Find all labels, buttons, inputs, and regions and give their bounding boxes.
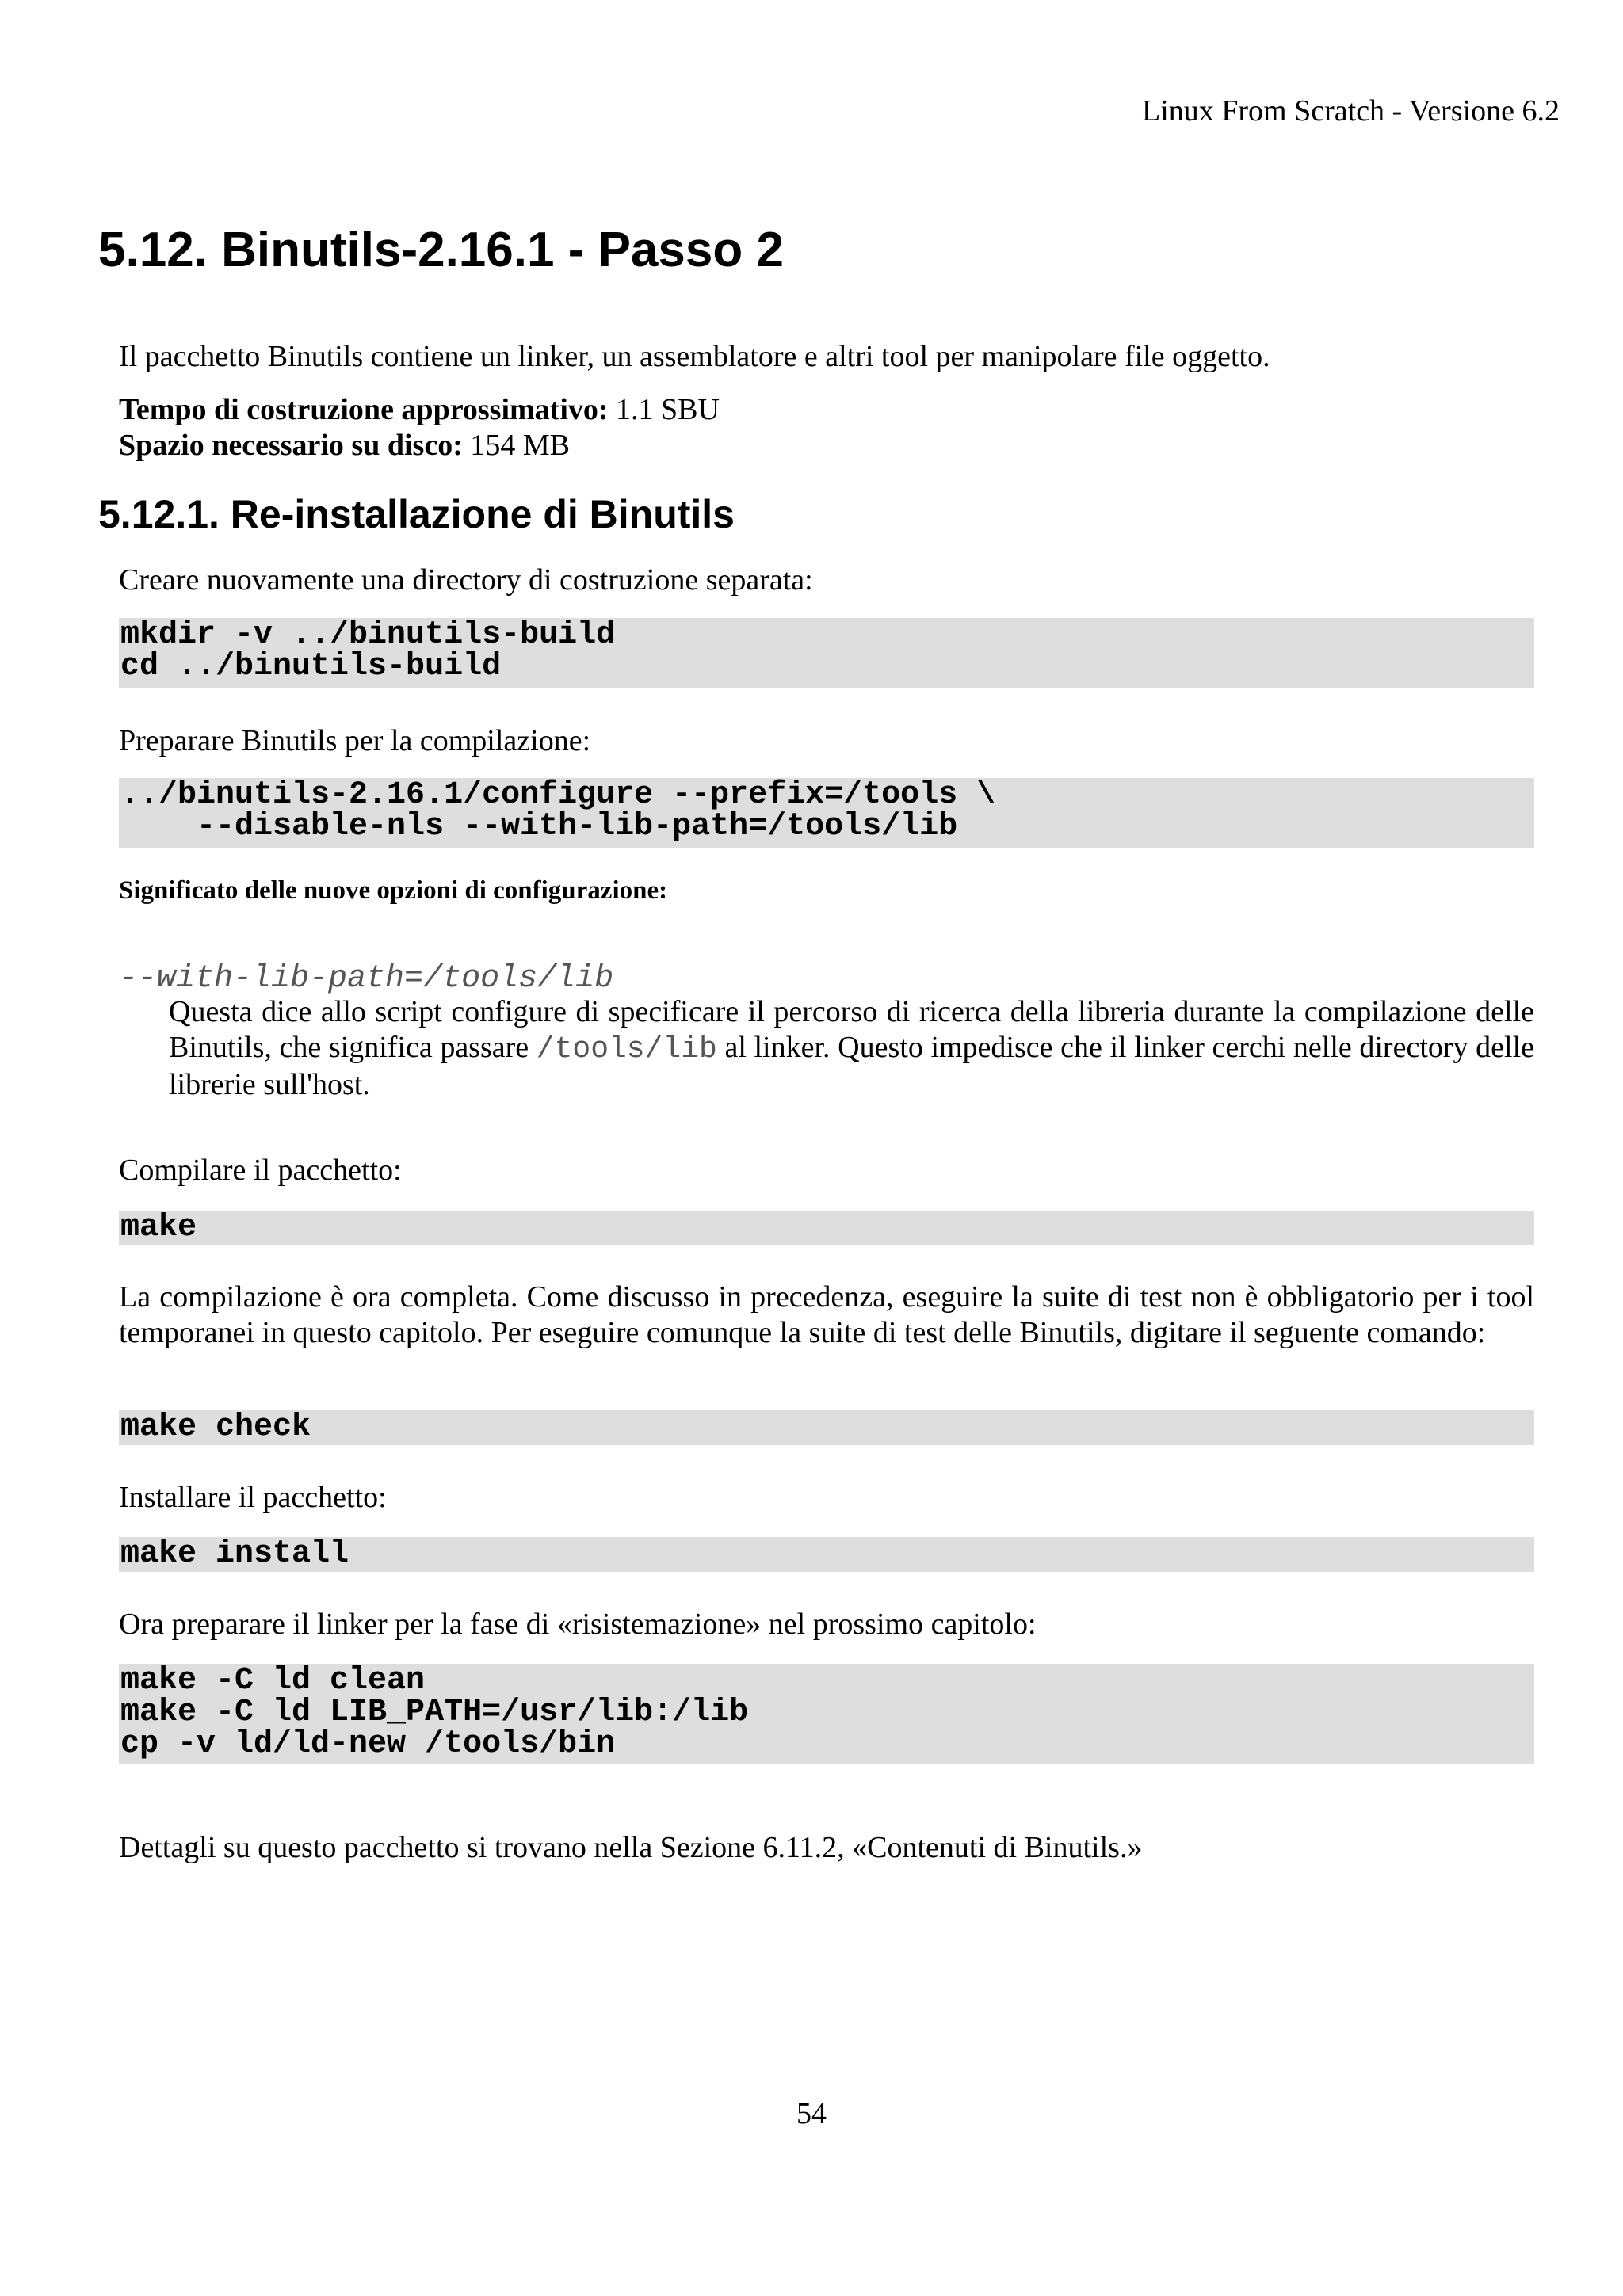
page-number: 54 <box>796 2097 827 2130</box>
option-description-text: al linker. Questo impedisce che il linker cerchi nelle directory delle librerie sull'host. <box>169 1031 1535 1101</box>
build-time-line <box>119 392 720 428</box>
code-block-make <box>119 1211 1534 1245</box>
code-line: ../binutils-2.16.1/configure --prefix=/tools \ <box>120 777 996 813</box>
option-term: --with-lib-path=/tools/lib <box>119 961 614 997</box>
code-block-linker <box>119 1664 1534 1764</box>
prepare-paragraph: Preparare Binutils per la compilazione: <box>119 724 591 757</box>
code-line: --disable-nls --with-lib-path=/tools/lib <box>120 809 958 845</box>
option-description-path: /tools/lib <box>536 1032 717 1066</box>
code-line: make -C ld clean <box>120 1663 426 1699</box>
code-line: make -C ld LIB_PATH=/usr/lib:/lib <box>120 1695 749 1730</box>
linker-paragraph: Ora preparare il linker per la fase di «risistemazione» nel prossimo capitolo: <box>119 1608 1037 1641</box>
code-line: mkdir -v ../binutils-build <box>120 617 616 653</box>
section-title: 5.12. Binutils-2.16.1 - Passo 2 <box>98 223 784 277</box>
build-time-value: 1.1 SBU <box>616 393 720 426</box>
option-description <box>169 994 1534 1103</box>
running-header: Linux From Scratch - Versione 6.2 <box>1142 94 1560 128</box>
code-block-check <box>119 1410 1534 1445</box>
subsection-title: 5.12.1. Re-installazione di Binutils <box>98 492 735 536</box>
intro-paragraph: Il pacchetto Binutils contiene un linker, un assemblatore e altri tool per manipolare file oggetto. <box>119 340 1270 373</box>
disk-space-label: Spazio necessario su disco: <box>119 429 463 462</box>
code-line: cp -v ld/ld-new /tools/bin <box>120 1726 616 1762</box>
install-paragraph: Installare il pacchetto: <box>119 1481 387 1514</box>
disk-space-line <box>119 428 570 463</box>
tests-paragraph: La compilazione è ora completa. Come discusso in precedenza, eseguire la suite di test non è obbligatorio per i tool temporanei in questo capitolo. Per eseguire comunque la suite di test delle Binutils, digitare il seguente comando: <box>119 1280 1534 1349</box>
code-block-configure <box>119 778 1534 848</box>
options-heading: Significato delle nuove opzioni di configurazione: <box>119 876 668 905</box>
code-line: make <box>120 1210 197 1245</box>
build-time-label: Tempo di costruzione approssimativo: <box>119 393 609 426</box>
details-paragraph: Dettagli su questo pacchetto si trovano nella Sezione 6.11.2, «Contenuti di Binutils.» <box>119 1831 1143 1864</box>
create-dir-paragraph: Creare nuovamente una directory di costruzione separata: <box>119 563 813 597</box>
code-line: make install <box>120 1536 349 1572</box>
code-block-install <box>119 1537 1534 1572</box>
option-description-text: Questa dice allo script configure di specificare il percorso di ricerca della libreria durante la compilazione delle Binutils, che significa passare <box>169 995 1534 1064</box>
code-line: make check <box>120 1409 311 1445</box>
disk-space-value: 154 MB <box>470 429 570 462</box>
code-line: cd ../binutils-build <box>120 649 502 685</box>
compile-paragraph: Compilare il pacchetto: <box>119 1154 402 1187</box>
code-block-create-dir <box>119 618 1534 688</box>
